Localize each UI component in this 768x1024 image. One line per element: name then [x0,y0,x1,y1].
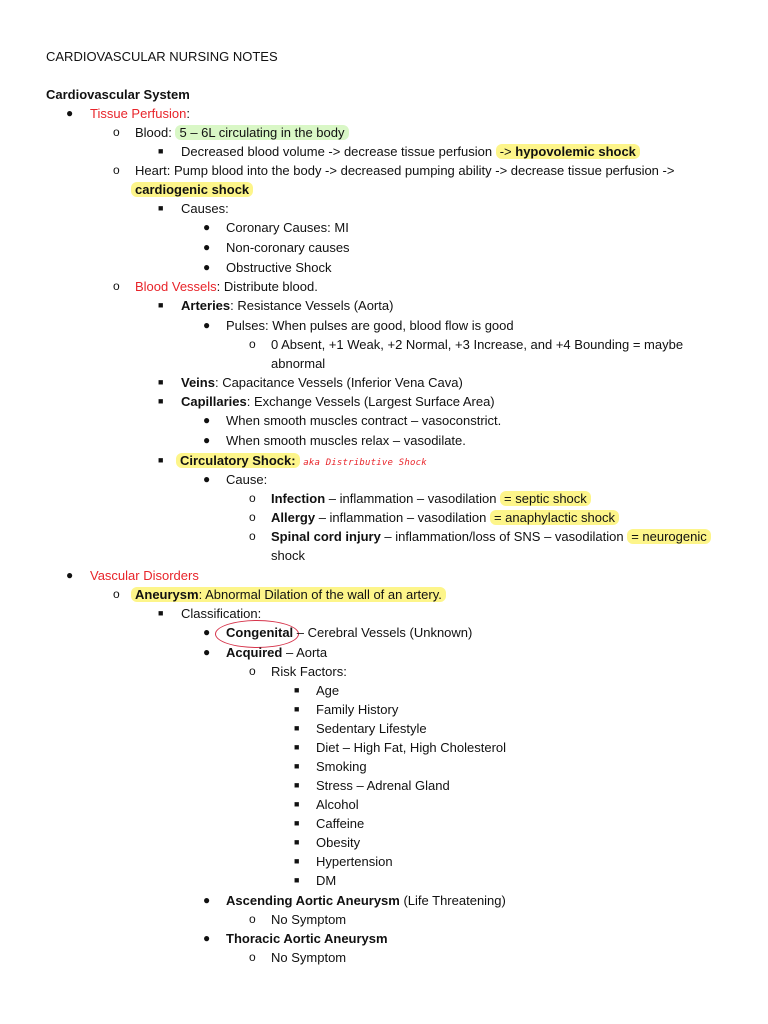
handwritten-note: aka Distributive Shock [303,458,427,468]
blood-vessels-rest: : Distribute blood. [216,279,318,294]
aneurysm-highlight [131,587,446,602]
tissue-perfusion-label: Tissue Perfusion [90,106,187,121]
spinal-cord-label: Spinal cord injury [271,529,381,544]
blood-sub-line [181,142,640,161]
bullet-dot: ● [203,645,211,659]
allergy-rest: – inflammation – vasodilation [315,510,490,525]
pulses-line: Pulses: When pulses are good, blood flow is good [226,318,514,333]
neurogenic-cont: shock [271,548,305,563]
bullet-square: ■ [294,685,300,695]
section-heading: Cardiovascular System [46,87,190,102]
risk-item: Obesity [316,835,361,850]
bullet-circle: o [249,510,256,524]
blood-line [135,123,349,142]
veins-label: Veins [181,375,215,390]
risk-item: Sedentary Lifestyle [316,721,427,736]
arteries-label: Arteries [181,298,231,313]
bullet-dot: ● [66,568,74,582]
arteries-rest: : Resistance Vessels (Aorta) [230,298,394,313]
veins-rest: : Capacitance Vessels (Inferior Vena Cava) [214,375,463,390]
bullet-dot: ● [203,472,211,486]
bullet-square: ■ [158,396,164,406]
bullet-circle: o [249,912,256,926]
capillary-item: When smooth muscles contract – vasoconstrict. [226,413,502,428]
bullet-circle: o [249,337,256,351]
circulatory-shock-highlight: Circulatory Shock: [176,453,300,468]
bullet-square: ■ [294,837,300,847]
bullet-dot: ● [203,931,211,945]
hypovolemic-shock-text: hypovolemic shock [515,144,636,159]
bullet-dot: ● [203,318,211,332]
bullet-dot: ● [203,240,211,254]
bullet-dot: ● [203,625,211,639]
aneurysm-def: : Abnormal Dilation of the wall of an artery. [198,587,442,602]
infection-label: Infection [271,491,326,506]
thoracic-aneurysm-label: Thoracic Aortic Aneurysm [226,931,388,946]
ascending-symptom: No Symptom [271,912,347,927]
arrow-text: -> [499,144,516,159]
bullet-dot: ● [203,220,211,234]
capillaries-line [181,392,495,411]
blood-volume-highlight: 5 – 6L circulating in the body [175,125,348,140]
infection-rest: – inflammation – vasodilation [325,491,501,506]
septic-shock-highlight: = septic shock [500,491,591,506]
heart-line: Heart: Pump blood into the body -> decreased pumping ability -> decrease tissue perfusion -> [135,163,675,178]
bullet-dot: ● [203,413,211,427]
tissue-perfusion-heading [90,104,190,123]
risk-item: Alcohol [316,797,359,812]
tissue-perfusion-colon: : [186,106,190,121]
bullet-square: ■ [158,455,164,465]
bullet-circle: o [249,491,256,505]
congenital-rest: – Cerebral Vessels (Unknown) [293,625,473,640]
anaphylactic-shock-highlight: = anaphylactic shock [490,510,619,525]
capillaries-rest: : Exchange Vessels (Largest Surface Area) [246,394,495,409]
risk-item: DM [316,873,337,888]
spinal-cord-line [271,527,711,546]
bullet-square: ■ [158,203,164,213]
blood-prefix: Blood: [135,125,176,140]
acquired-rest: – Aorta [282,645,328,660]
bullet-square: ■ [158,300,164,310]
cardiogenic-shock-highlight: cardiogenic shock [131,182,253,197]
bullet-square: ■ [294,875,300,885]
blood-vessels-label: Blood Vessels [135,279,217,294]
bullet-square: ■ [294,704,300,714]
acquired-line [226,643,327,662]
bullet-circle: o [113,125,120,139]
veins-line [181,373,463,392]
ascending-aneurysm-rest: (Life Threatening) [399,893,506,908]
bullet-square: ■ [294,742,300,752]
neurogenic-highlight: = neurogenic [627,529,711,544]
aneurysm-line [131,585,446,604]
congenital-label: Congenital [226,625,294,640]
document-title: CARDIOVASCULAR NURSING NOTES [46,49,278,64]
bullet-circle: o [113,163,120,177]
bullet-square: ■ [294,856,300,866]
bullet-square: ■ [158,377,164,387]
bullet-circle: o [113,587,120,601]
risk-item: Diet – High Fat, High Cholesterol [316,740,507,755]
cause-item: Coronary Causes: MI [226,220,349,235]
risk-factors-label: Risk Factors: [271,664,347,679]
allergy-label: Allergy [271,510,316,525]
cause-label: Cause: [226,472,268,487]
pulse-scale-cont: abnormal [271,356,326,371]
risk-item: Hypertension [316,854,393,869]
bullet-circle: o [249,664,256,678]
cause-item: Obstructive Shock [226,260,332,275]
bullet-square: ■ [294,723,300,733]
congenital-line [226,623,472,642]
bullet-circle: o [249,950,256,964]
capillaries-label: Capillaries [181,394,247,409]
allergy-line [271,508,619,527]
classification-label: Classification: [181,606,262,621]
ascending-aneurysm-line [226,891,506,910]
bullet-square: ■ [294,818,300,828]
bullet-square: ■ [158,146,164,156]
bullet-circle: o [113,279,120,293]
pulse-scale-line: 0 Absent, +1 Weak, +2 Normal, +3 Increase, and +4 Bounding = maybe [271,337,684,352]
aneurysm-label: Aneurysm [135,587,199,602]
bullet-square: ■ [294,761,300,771]
bullet-dot: ● [203,260,211,274]
ascending-aneurysm-label: Ascending Aortic Aneurysm [226,893,400,908]
spinal-cord-rest: – inflammation/loss of SNS – vasodilation [380,529,628,544]
arteries-line [181,296,393,315]
cause-item: Non-coronary causes [226,240,350,255]
blood-sub-prefix: Decreased blood volume -> decrease tissue perfusion [181,144,496,159]
blood-vessels-line [135,277,318,296]
causes-label: Causes: [181,201,229,216]
bullet-dot: ● [203,433,211,447]
bullet-square: ■ [294,780,300,790]
vascular-disorders-heading: Vascular Disorders [90,568,199,583]
hypovolemic-shock-highlight [496,144,640,159]
capillary-item: When smooth muscles relax – vasodilate. [226,433,466,448]
bullet-square: ■ [158,608,164,618]
acquired-label: Acquired [226,645,283,660]
circulatory-shock-line [176,451,427,473]
bullet-square: ■ [294,799,300,809]
risk-item: Age [316,683,340,698]
thoracic-symptom: No Symptom [271,950,347,965]
bullet-circle: o [249,529,256,543]
bullet-dot: ● [203,893,211,907]
risk-item: Family History [316,702,399,717]
infection-line [271,489,591,508]
risk-item: Smoking [316,759,367,774]
bullet-dot: ● [66,106,74,120]
risk-item: Stress – Adrenal Gland [316,778,450,793]
cardiogenic-shock-line [131,180,253,199]
risk-item: Caffeine [316,816,365,831]
